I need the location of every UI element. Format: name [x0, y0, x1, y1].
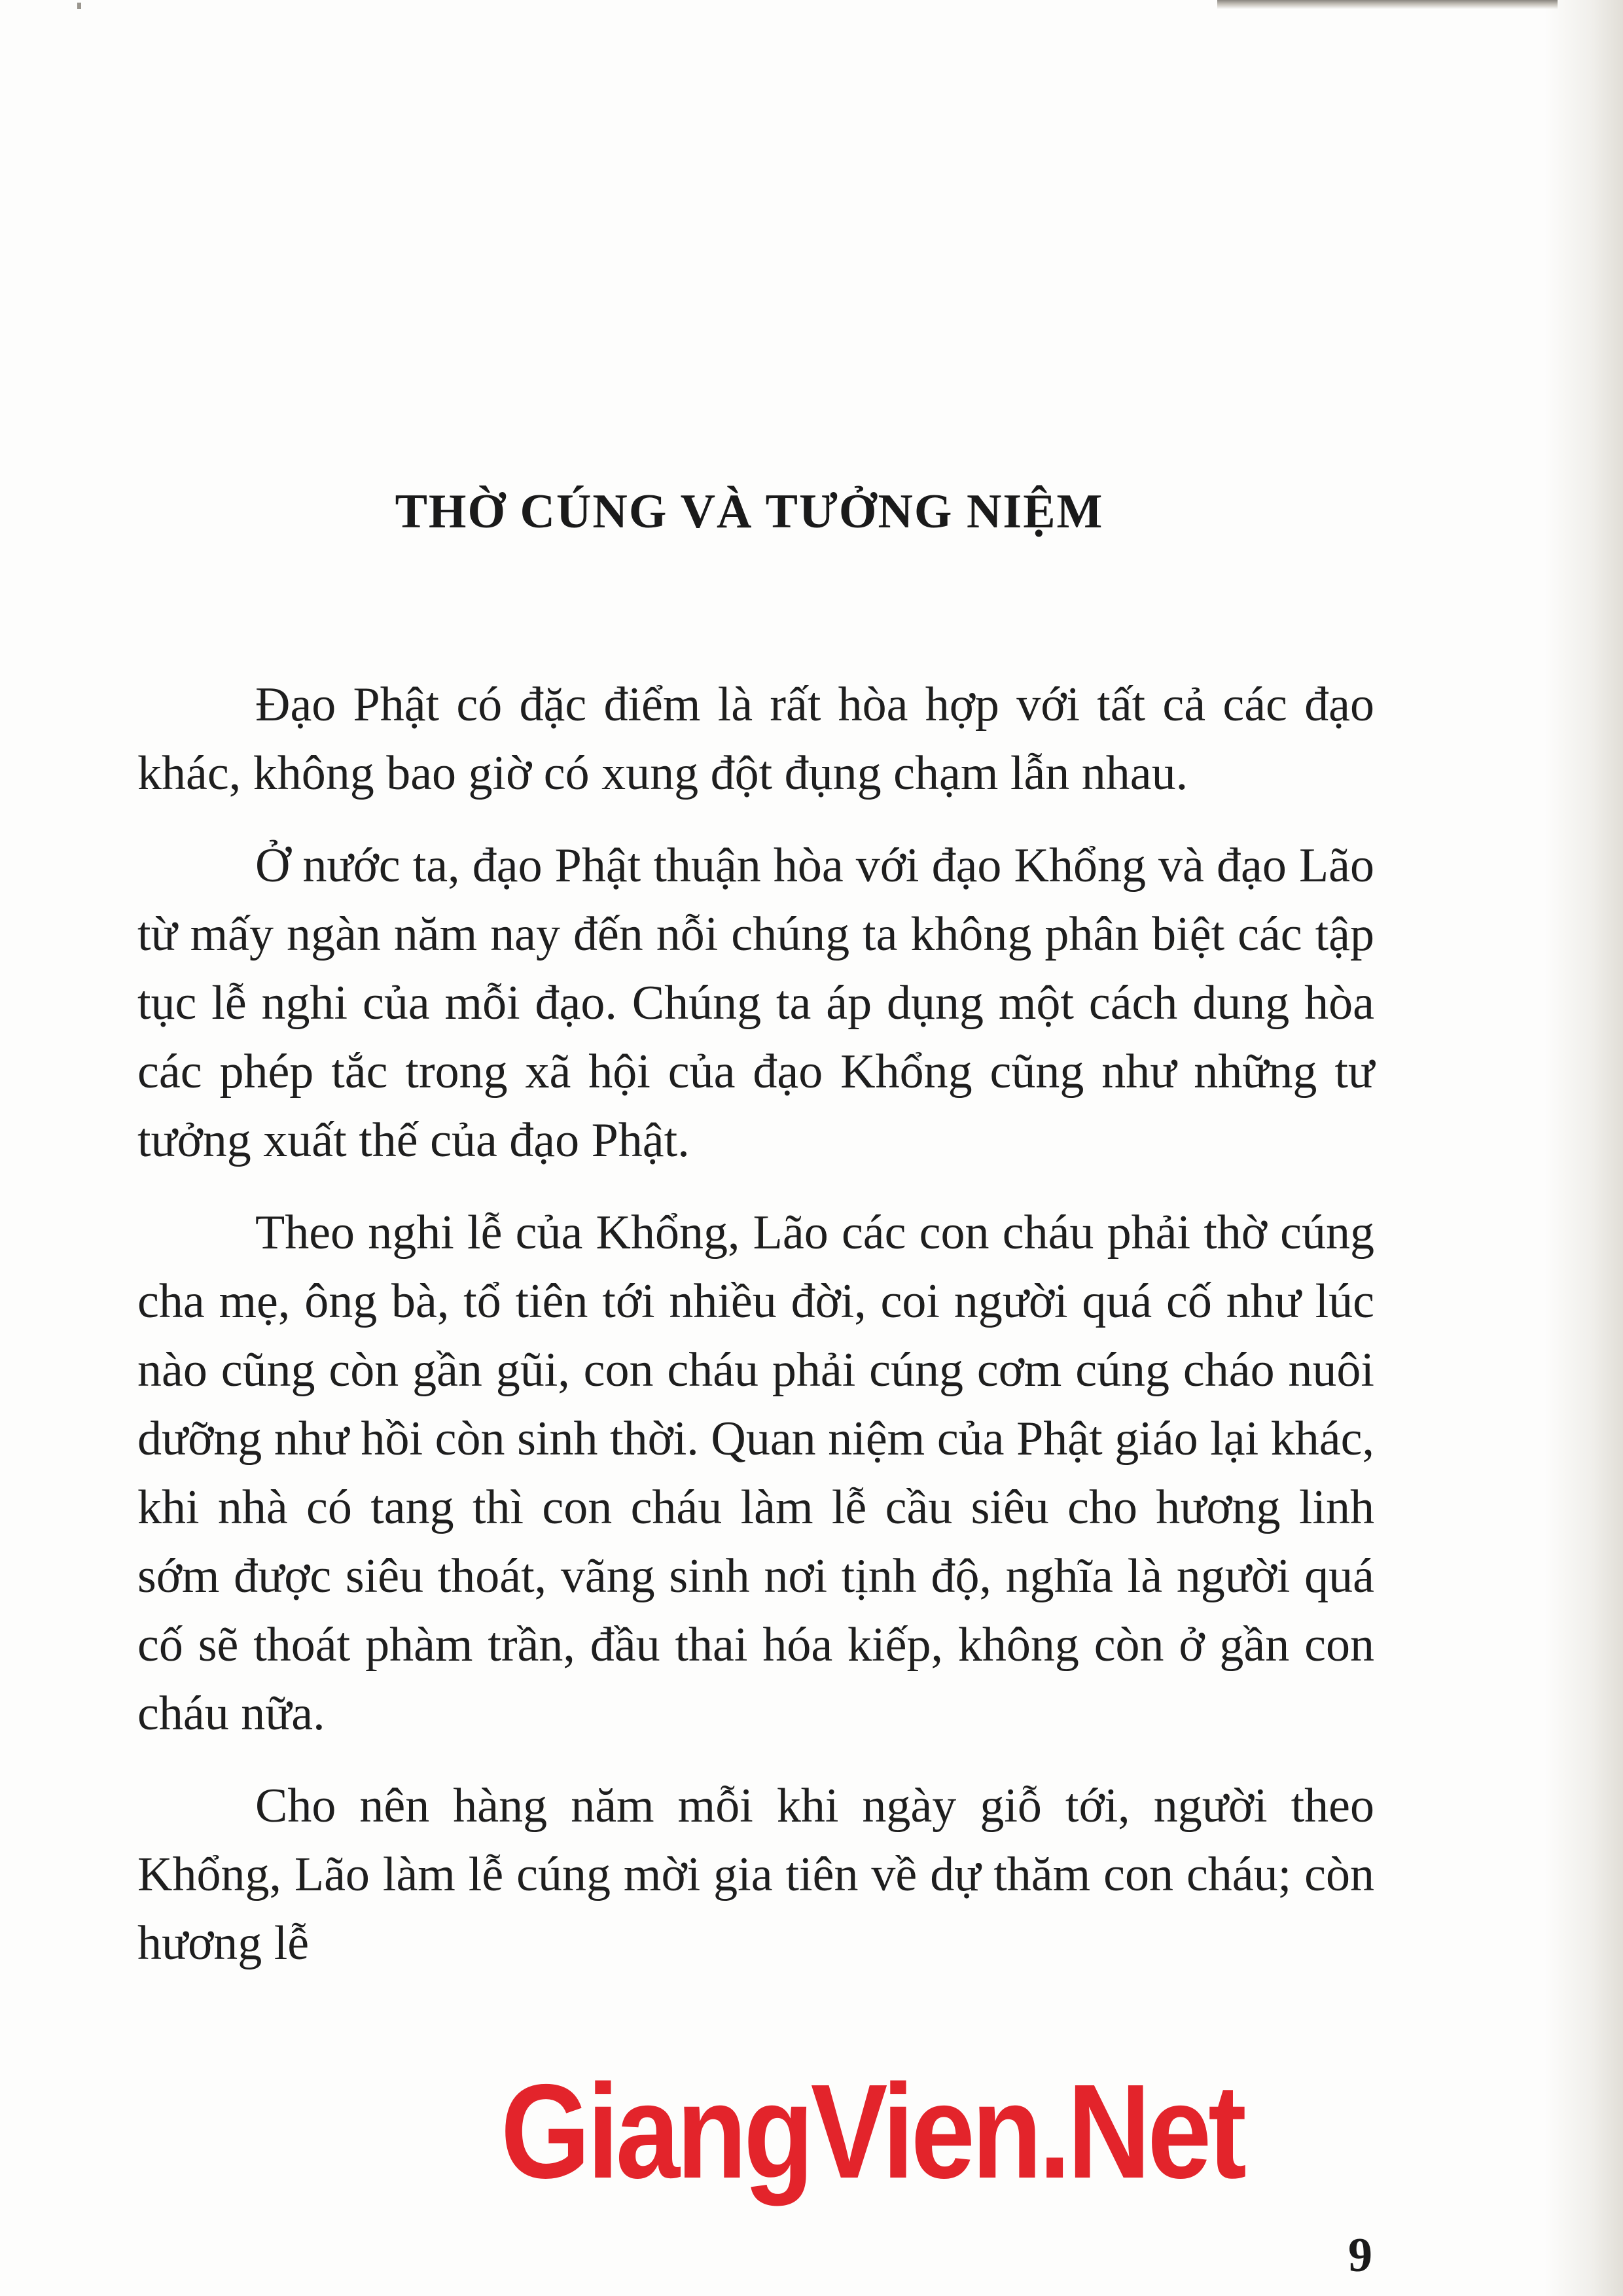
scan-speck	[77, 3, 81, 9]
watermark-logo: GiangVien.Net	[501, 2057, 1243, 2206]
paragraph-3: Theo nghi lễ của Khổng, Lão các con cháu phải thờ cúng cha mẹ, ông bà, tổ tiên tới nhiều đời, coi người quá cố như lúc nào cũng còn gần gũi, con cháu phải cúng cơm cúng cháo nuôi dưỡng như hồi còn sinh thời. Quan niệm của Phật giáo lại khác, khi nhà có tang thì con cháu làm lễ cầu siêu cho hương linh sớm được siêu thoát, vãng sinh nơi tịnh độ, nghĩa là người quá cố sẽ thoát phàm trần, đầu thai hóa kiếp, không còn ở gần con cháu nữa.	[137, 1206, 1374, 1740]
body-text	[137, 671, 1374, 2002]
page-edge-shadow	[1544, 0, 1623, 2296]
paragraph-1: Đạo Phật có đặc điểm là rất hòa hợp với tất cả các đạo khác, không bao giờ có xung đột đụng chạm lẫn nhau.	[137, 678, 1374, 800]
paragraph-2: Ở nước ta, đạo Phật thuận hòa với đạo Khổng và đạo Lão từ mấy ngàn năm nay đến nỗi chúng ta không phân biệt các tập tục lễ nghi của mỗi đạo. Chúng ta áp dụng một cách dung hòa các phép tắc trong xã hội của đạo Khổng cũng như những tư tưởng xuất thế của đạo Phật.	[137, 839, 1374, 1167]
paragraph-4: Cho nên hàng năm mỗi khi ngày giỗ tới, người theo Khổng, Lão làm lễ cúng mời gia tiên về dự thăm con cháu; còn hương lễ	[137, 1779, 1374, 1970]
page-number: 9	[1348, 2229, 1372, 2282]
scan-edge-mark	[1217, 0, 1558, 9]
chapter-title: THỜ CÚNG VÀ TƯỞNG NIỆM	[395, 485, 1104, 539]
